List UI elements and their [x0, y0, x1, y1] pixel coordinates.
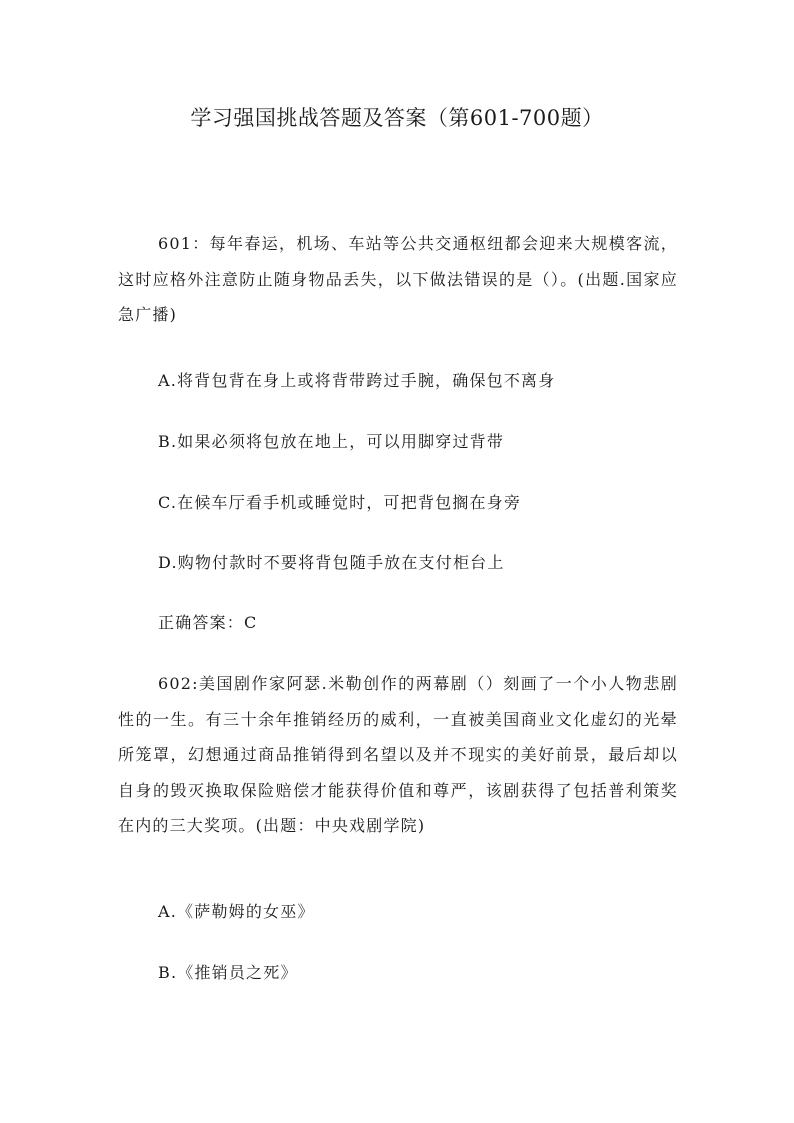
question-602-option-a: A.《萨勒姆的女巫》	[158, 902, 315, 921]
question-602-text: 602:美国剧作家阿瑟.米勒创作的两幕剧（）刻画了一个小人物悲剧性的一生。有三十余年推销经历的威利，一直被美国商业文化虚幻的光晕所笼罩，幻想通过商品推销得到名望以及并不现实的美好前景，最后却以自身的毁灭换取保险赔偿才能获得价值和尊严，该剧获得了包括普利策奖在内的三大奖项。(出题：中央戏剧学院)	[118, 674, 678, 835]
question-601-option-b: B.如果必须将包放在地上，可以用脚穿过背带	[158, 432, 505, 451]
document-title: 学习强国挑战答题及答案（第601-700题）	[190, 106, 604, 130]
question-601-option-d: D.购物付款时不要将背包随手放在支付柜台上	[158, 553, 505, 572]
question-601-text: 601：每年春运，机场、车站等公共交通枢纽都会迎来大规模客流，这时应格外注意防止随身物品丢失，以下做法错误的是（）。(出题.国家应急广播)	[118, 234, 678, 324]
question-602-option-b: B.《推销员之死》	[158, 963, 298, 982]
question-601-option-c: C.在候车厅看手机或睡觉时，可把背包搁在身旁	[158, 493, 522, 512]
question-601-answer: 正确答案：C	[158, 613, 258, 632]
question-601-option-a: A.将背包背在身上或将背带跨过手腕，确保包不离身	[158, 371, 556, 390]
